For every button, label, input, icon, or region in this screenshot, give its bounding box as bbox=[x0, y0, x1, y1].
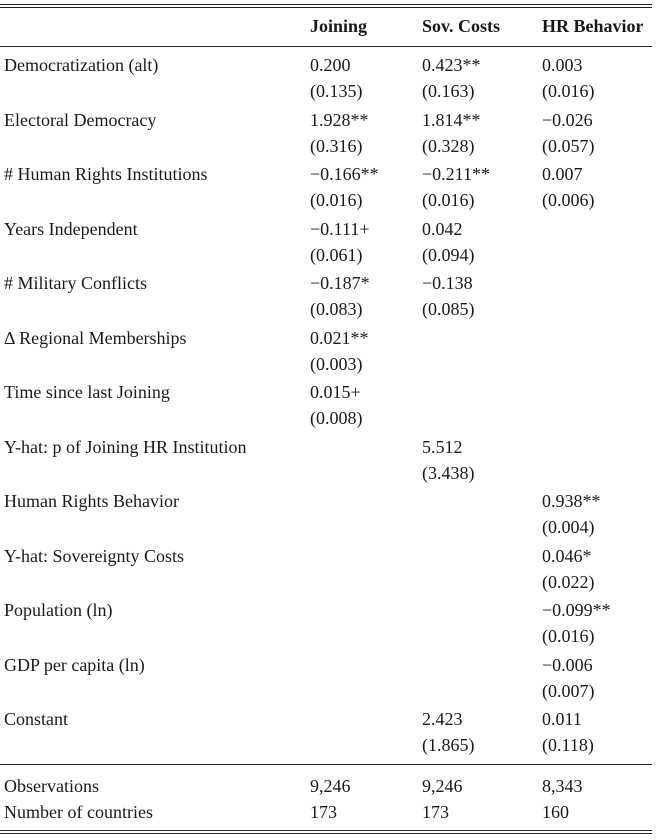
coefficient: 1.814** bbox=[422, 109, 481, 130]
standard-error: (1.865) bbox=[422, 735, 475, 755]
coefficient: −0.006 bbox=[542, 654, 593, 675]
coefficient: 0.200 bbox=[310, 55, 351, 75]
coef-cell bbox=[422, 107, 542, 162]
coef-cell bbox=[310, 270, 422, 325]
row-label: Y-hat: p of Joining HR Institution bbox=[4, 436, 247, 457]
coefficient: −0.138 bbox=[422, 273, 473, 293]
coef-cell bbox=[310, 652, 422, 707]
table-row bbox=[0, 270, 657, 325]
row-label: Y-hat: Sovereignty Costs bbox=[4, 545, 184, 566]
table-row bbox=[0, 597, 657, 652]
standard-error: (0.094) bbox=[422, 244, 475, 265]
header-hr-behavior: HR Behavior bbox=[542, 16, 644, 36]
table-row bbox=[0, 107, 657, 162]
table-row bbox=[0, 488, 657, 543]
table-row bbox=[0, 652, 657, 707]
standard-error: (0.016) bbox=[542, 81, 595, 101]
standard-error: (0.022) bbox=[542, 571, 595, 592]
table-row bbox=[0, 434, 657, 489]
standard-error: (0.008) bbox=[310, 408, 363, 428]
footer-value: 8,343 bbox=[542, 775, 583, 796]
standard-error: (0.163) bbox=[422, 81, 475, 101]
coefficient: 5.512 bbox=[422, 436, 463, 457]
coefficient: 0.015+ bbox=[310, 382, 361, 402]
coef-cell bbox=[310, 325, 422, 380]
table-row bbox=[0, 706, 657, 761]
standard-error: (0.118) bbox=[542, 735, 594, 755]
coefficient: 2.423 bbox=[422, 709, 463, 729]
header-sov-costs: Sov. Costs bbox=[422, 16, 501, 36]
coef-cell bbox=[422, 488, 542, 543]
coef-cell bbox=[422, 325, 542, 380]
coef-cell bbox=[542, 161, 657, 216]
table-row bbox=[0, 543, 657, 598]
coef-cell bbox=[542, 107, 657, 162]
standard-error: (0.135) bbox=[310, 81, 363, 101]
row-label: # Military Conflicts bbox=[4, 273, 147, 293]
row-label: Δ Regional Memberships bbox=[4, 327, 187, 348]
coefficient: 0.003 bbox=[542, 55, 583, 75]
table-row bbox=[0, 216, 657, 271]
footer-value: 9,246 bbox=[310, 775, 351, 796]
coefficient: 0.938** bbox=[542, 491, 601, 511]
footer-value: 160 bbox=[542, 801, 569, 822]
coef-cell bbox=[422, 52, 542, 107]
coef-cell bbox=[422, 270, 542, 325]
coef-cell bbox=[422, 597, 542, 652]
footer-row bbox=[0, 773, 657, 799]
coefficient: −0.111+ bbox=[310, 218, 370, 239]
row-label: # Human Rights Institutions bbox=[4, 164, 208, 184]
row-label: Human Rights Behavior bbox=[4, 491, 179, 511]
standard-error: (0.004) bbox=[542, 517, 595, 537]
standard-error: (0.328) bbox=[422, 135, 475, 156]
standard-error: (3.438) bbox=[422, 462, 475, 483]
coef-cell bbox=[422, 379, 542, 434]
coef-cell bbox=[542, 216, 657, 271]
coef-cell bbox=[310, 161, 422, 216]
coef-cell bbox=[310, 52, 422, 107]
footer-label: Observations bbox=[4, 775, 99, 796]
coef-cell bbox=[310, 434, 422, 489]
coefficient: 0.046* bbox=[542, 545, 592, 566]
footer-value: 173 bbox=[310, 801, 337, 822]
standard-error: (0.061) bbox=[310, 244, 363, 265]
standard-error: (0.016) bbox=[310, 190, 363, 210]
coefficient: 0.011 bbox=[542, 709, 582, 729]
standard-error: (0.006) bbox=[542, 190, 595, 210]
coefficient: −0.166** bbox=[310, 164, 379, 184]
coef-cell bbox=[310, 216, 422, 271]
footer-value: 173 bbox=[422, 801, 449, 822]
coef-cell bbox=[542, 52, 657, 107]
table-body bbox=[0, 46, 657, 825]
bottom-rule-2 bbox=[0, 833, 652, 834]
coefficient: 0.042 bbox=[422, 218, 463, 239]
coef-cell bbox=[542, 488, 657, 543]
coef-cell bbox=[422, 216, 542, 271]
coefficient: −0.026 bbox=[542, 109, 593, 130]
standard-error: (0.057) bbox=[542, 135, 595, 156]
coef-cell bbox=[422, 161, 542, 216]
footer-value: 9,246 bbox=[422, 775, 463, 796]
bottom-rule bbox=[0, 830, 652, 831]
header-label bbox=[0, 0, 310, 46]
coefficient: 1.928** bbox=[310, 109, 369, 130]
standard-error: (0.016) bbox=[542, 626, 595, 646]
coef-cell bbox=[542, 652, 657, 707]
row-label: Years Independent bbox=[4, 218, 138, 239]
standard-error: (0.016) bbox=[422, 190, 475, 210]
standard-error: (0.007) bbox=[542, 680, 595, 701]
spacer-row bbox=[0, 761, 657, 773]
coef-cell bbox=[422, 543, 542, 598]
footer-label: Number of countries bbox=[4, 801, 153, 822]
row-label: Time since last Joining bbox=[4, 382, 170, 402]
row-label: GDP per capita (ln) bbox=[4, 654, 145, 675]
row-label: Electoral Democracy bbox=[4, 109, 157, 130]
coef-cell bbox=[310, 597, 422, 652]
coef-cell bbox=[422, 434, 542, 489]
coefficient: 0.423** bbox=[422, 55, 481, 75]
table-row bbox=[0, 161, 657, 216]
coefficient: 0.021** bbox=[310, 327, 369, 348]
coef-cell bbox=[542, 706, 657, 761]
coef-cell bbox=[310, 107, 422, 162]
coef-cell bbox=[422, 706, 542, 761]
coef-cell bbox=[542, 543, 657, 598]
row-label: Democratization (alt) bbox=[4, 55, 159, 75]
coefficient: −0.187* bbox=[310, 273, 370, 293]
standard-error: (0.085) bbox=[422, 299, 475, 319]
coef-cell bbox=[310, 543, 422, 598]
footer-row bbox=[0, 799, 657, 825]
coef-cell bbox=[542, 434, 657, 489]
table-row bbox=[0, 325, 657, 380]
table-row bbox=[0, 52, 657, 107]
coef-cell bbox=[542, 379, 657, 434]
coef-cell bbox=[422, 652, 542, 707]
row-label: Population (ln) bbox=[4, 600, 113, 620]
coef-cell bbox=[542, 325, 657, 380]
coef-cell bbox=[310, 379, 422, 434]
header-joining: Joining bbox=[310, 16, 368, 36]
standard-error: (0.003) bbox=[310, 353, 363, 374]
coef-cell bbox=[542, 270, 657, 325]
coef-cell bbox=[310, 706, 422, 761]
coef-cell bbox=[542, 597, 657, 652]
header-row bbox=[0, 0, 657, 46]
coefficient: −0.099** bbox=[542, 600, 611, 620]
standard-error: (0.083) bbox=[310, 299, 363, 319]
coef-cell bbox=[310, 488, 422, 543]
table-row bbox=[0, 379, 657, 434]
coefficient: 0.007 bbox=[542, 164, 583, 184]
coefficient: −0.211** bbox=[422, 164, 490, 184]
row-label: Constant bbox=[4, 709, 69, 729]
standard-error: (0.316) bbox=[310, 135, 363, 156]
